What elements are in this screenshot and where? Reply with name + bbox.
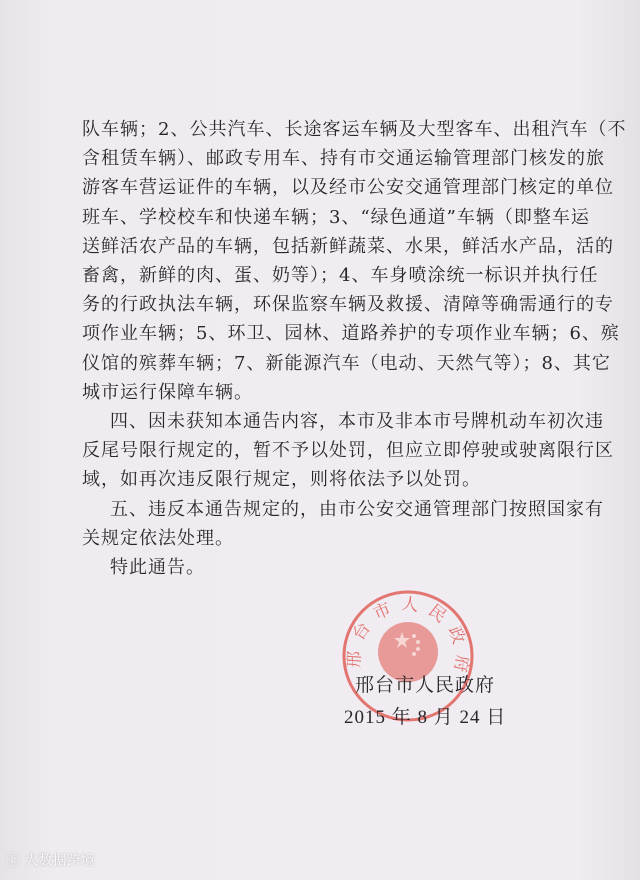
text-line: 项作业车辆；5、环卫、园林、道路养护的专项作业车辆；6、殡 bbox=[82, 323, 620, 345]
text-line: 域，如再次违反限行规定，则将依法予以处罚。 bbox=[82, 469, 481, 491]
text-line: 含租赁车辆）、邮政专用车、持有市交通运输管理部门核发的旅 bbox=[82, 148, 605, 170]
text-line: 务的行政执法车辆，环保监察车辆及救援、清障等确需通行的专 bbox=[82, 294, 614, 316]
issue-date: 2015 年 8 月 24 日 bbox=[344, 707, 507, 728]
issuer-signature: 邢台市人民政府 bbox=[355, 674, 496, 696]
watermark-text: 大数据跨境 bbox=[24, 853, 95, 869]
text-line: 关规定依法处理。 bbox=[82, 527, 234, 549]
text-line: 仪馆的殡葬车辆；7、新能源汽车（电动、天然气等）；8、其它 bbox=[82, 352, 611, 374]
text-line: 特此通告。 bbox=[110, 557, 205, 578]
text-line: 送鲜活农产品的车辆，包括新鲜蔬菜、水果，鲜活水产品，活的 bbox=[82, 235, 614, 257]
text-line: 城市运行保障车辆。 bbox=[82, 381, 253, 403]
text-line: 队车辆；2、公共汽车、长途客运车辆及大型客车、出租汽车（不 bbox=[82, 119, 627, 140]
text-line: 五、违反本通告规定的，由市公安交通管理部门按照国家有 bbox=[110, 498, 604, 520]
watermark-logo-icon: ⓚ bbox=[6, 853, 20, 869]
text-line: 反尾号限行规定的，暂不予以处罚，但应立即停驶或驶离限行区 bbox=[82, 440, 614, 462]
text-line: 班车、学校校车和快递车辆；3、“绿色通道”车辆（即整车运 bbox=[82, 206, 590, 228]
seal-text: 邢台市人民政府 bbox=[344, 594, 473, 683]
text-line: 四、因未获知本通告内容，本市及非本市号牌机动车初次违 bbox=[110, 411, 604, 432]
watermark bbox=[6, 850, 94, 870]
text-line: 畜禽，新鲜的肉、蛋、奶等）；4、车身喷涂统一标识并执行任 bbox=[82, 265, 599, 286]
text-line: 游客车营运证件的车辆，以及经市公安交通管理部门核定的单位 bbox=[82, 177, 614, 199]
